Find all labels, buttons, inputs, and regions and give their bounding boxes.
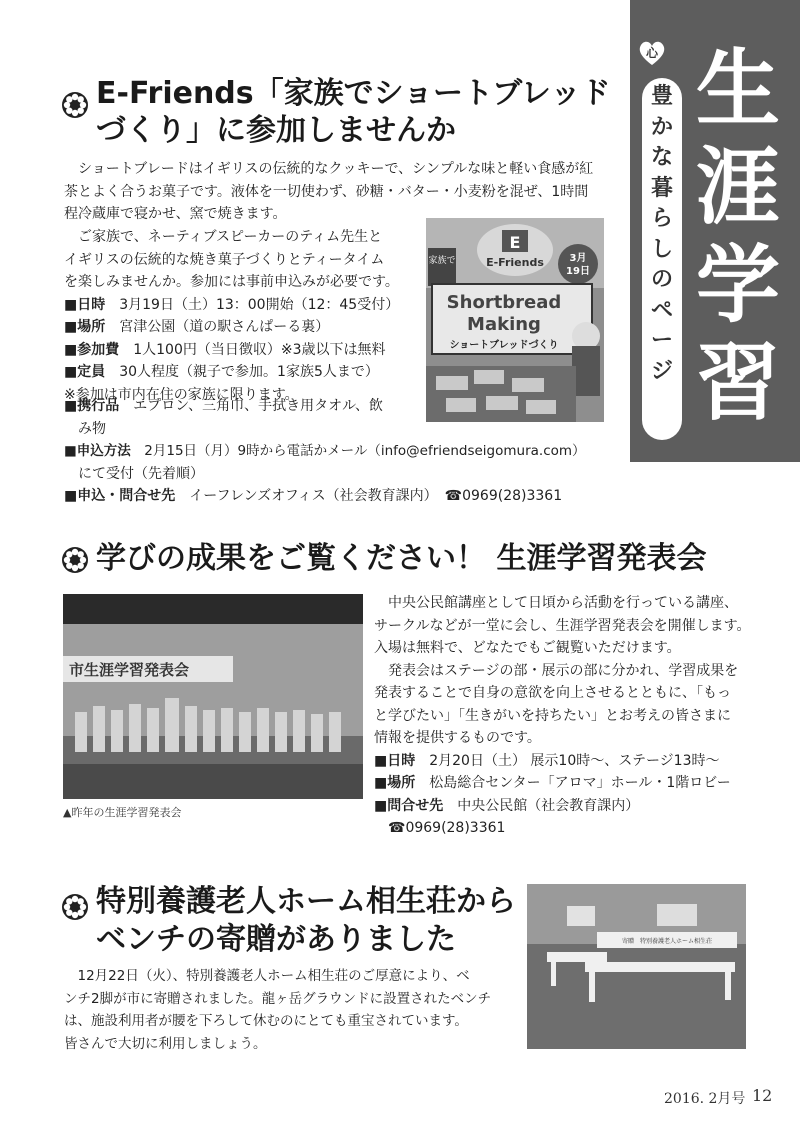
banner-subtitle-char: し [650, 236, 673, 262]
detail-cont: にて受付（先着順） [78, 465, 204, 482]
shortbread-poster [426, 218, 604, 422]
detail-label: ■定員 [64, 364, 106, 380]
detail-row [64, 361, 424, 384]
banner-title-char: 生 [695, 40, 780, 138]
poster-art-line2: Making [467, 314, 541, 335]
detail-value: 30人程度（親子で参加。1家族5人まで） [119, 364, 379, 380]
section1-title-line1: E-Friends「家族でショートブレッド [96, 76, 611, 111]
body-line: ンチ2脚が市に寄贈されました。龍ヶ岳グラウンドに設置されたベンチ [64, 990, 492, 1007]
body-line: 12月22日（火）、特別養護老人ホーム相生荘のご厚意により、ベ [77, 968, 470, 984]
detail-value: 中央公民館（社会教育課内） [457, 797, 640, 814]
banner-subtitle-char: の [650, 267, 673, 292]
body-line: 発表することで自身の意欲を向上させるとともに、「もっ [374, 685, 731, 701]
detail-row [64, 316, 424, 339]
detail-tel: ☎0969(28)3361 [388, 820, 506, 836]
detail-value: 松島総合センター「アロマ」ホール・1階ロビー [429, 775, 731, 791]
banner-subtitle-char: な [650, 145, 673, 170]
poster-logo: E-Friends [486, 256, 544, 269]
detail-label: ■携行品 [64, 398, 120, 414]
detail-label: ■問合せ先 [374, 797, 444, 814]
banner-subtitle-char: 豊 [650, 84, 673, 109]
heart-char: 心 [645, 46, 659, 60]
body-line: サークルなどが一堂に会し、生涯学習発表会を開催します。 [374, 617, 751, 634]
detail-label: ■日時 [64, 296, 106, 313]
svg-text:E: E [509, 233, 521, 252]
banner-subtitle-char: ー [650, 328, 673, 353]
photo-caption: ▲昨年の生涯学習発表会 [63, 806, 182, 819]
body-line: と学びたい」「生きがいを持ちたい」とお考えの皆さまに [374, 707, 731, 724]
body-line: 情報を提供するものです。 [374, 730, 541, 746]
poster-jp: ショートブレッドづくり [449, 340, 559, 351]
banner-subtitle-char: 暮 [650, 175, 673, 201]
banner-title-char: 学 [695, 236, 780, 334]
intro-line: 程冷蔵庫で寝かせ、窯で焼きます。 [64, 206, 287, 222]
body-line: は、施設利用者が腰を下ろして休むのにとても重宝されています。 [64, 1013, 468, 1029]
intro-line: 茶とよく合うお菓子です。液体を一切使わず、砂糖・バター・小麦粉を混ぜ、1時間 [64, 183, 589, 200]
banner-subtitle [642, 82, 682, 387]
detail-row [64, 339, 424, 362]
poster-date-top: 3月 [569, 253, 587, 264]
detail-label: ■申込・問合せ先 [64, 488, 176, 504]
detail-row [64, 485, 624, 508]
bench-label: 寄贈 特別養護老人ホーム相生荘 [621, 938, 713, 945]
section3-body [64, 965, 516, 1055]
note: ※参加は市内在住の家族に限ります。 [64, 386, 299, 403]
heart-icon [637, 38, 667, 68]
flower-bullet-icon [60, 545, 90, 575]
bench-photo [527, 884, 746, 1049]
detail-label: ■申込方法 [64, 443, 131, 459]
banner-subtitle-char: ら [650, 206, 673, 231]
poster-art-line1: Shortbread [446, 292, 562, 313]
detail-row [374, 795, 754, 818]
invite-line: ご家族で、ネーティブスピーカーのティム先生と [78, 229, 383, 245]
section3-title-line1: 特別養護老人ホーム相生荘から [96, 884, 516, 919]
banner-subtitle-char: ジ [650, 358, 673, 384]
detail-value: 2月20日（土） 展示10時～、ステージ13時～ [429, 752, 720, 769]
poster-date-bottom: 19日 [566, 266, 590, 277]
flower-bullet-icon [60, 892, 90, 922]
section1-title-line2: づくり」に参加しませんか [96, 113, 456, 148]
body-line: 皆さんで大切に利用しましょう。 [64, 1035, 267, 1052]
presentation-photo [63, 594, 363, 799]
detail-row [64, 440, 624, 463]
page-number: 12 [752, 1086, 773, 1105]
detail-label: ■場所 [64, 319, 106, 335]
detail-value: 宮津公園（道の駅さんぱーる裏） [119, 319, 330, 335]
detail-label: ■場所 [374, 775, 416, 791]
detail-value: 2月15日（月）9時から電話かメール（info@efriendseigomura.com） [144, 443, 586, 459]
detail-cont: み物 [78, 420, 106, 437]
flower-bullet-icon [60, 90, 90, 120]
detail-value: 1人100円（当日徴収）※3歳以下は無料 [133, 341, 386, 358]
intro-line: ショートブレードはイギリスの伝統的なクッキーで、シンプルな味と軽い食感が紅 [78, 161, 594, 177]
detail-label: ■参加費 [64, 341, 120, 358]
section1-intro [64, 158, 612, 226]
detail-label: ■日時 [374, 752, 416, 769]
body-line: 入場は無料で、どなたでもご観覧いただけます。 [374, 640, 681, 656]
detail-row [64, 294, 424, 317]
section3-title-line2: ベンチの寄贈がありました [96, 922, 456, 957]
section2-body [374, 592, 754, 840]
body-line: 発表会はステージの部・展示の部に分かれ、学習成果を [388, 662, 739, 679]
banner-title [688, 40, 788, 432]
banner-title-char: 習 [695, 334, 780, 432]
issue-label: 2016. 2月号 [664, 1091, 746, 1107]
invite-line: イギリスの伝統的な焼き菓子づくりとティータイム [64, 251, 385, 268]
detail-row [374, 750, 754, 773]
photo-banner-text: 市生涯学習発表会 [69, 661, 190, 679]
detail-value: 3月19日（土）13：00開始（12：45受付） [119, 296, 400, 313]
poster-family: 家族で [428, 256, 456, 266]
body-line: 中央公民館講座として日頃から活動を行っている講座、 [388, 595, 738, 611]
invite-line: を楽しみませんか。参加には事前申込みが必要です。 [64, 274, 399, 290]
section1-details [64, 226, 424, 406]
detail-row [374, 772, 754, 795]
detail-value: エプロン、三角巾、手拭き用タオル、飲 [133, 398, 383, 414]
detail-value: イーフレンズオフィス（社会教育課内） ☎0969(28)3361 [189, 488, 563, 504]
section2-title: 学びの成果をご覧ください！ 生涯学習発表会 [96, 541, 707, 576]
banner-subtitle-char: ペ [650, 297, 673, 323]
banner-subtitle-char: か [650, 114, 673, 140]
banner-title-char: 涯 [695, 138, 780, 236]
